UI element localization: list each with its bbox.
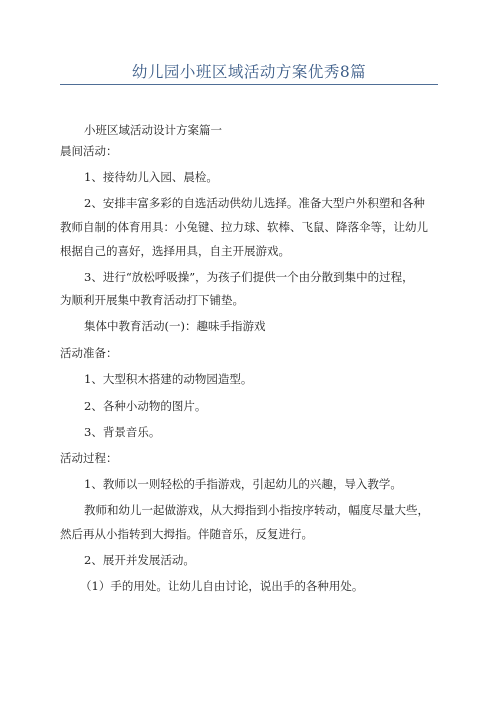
group-activity-title: 集体中教育活动(一)：趣味手指游戏	[84, 319, 266, 333]
process-item-1-detail-line-1: 教师和幼儿一起做游戏，从大拇指到小指按序转动，幅度尽量大些，	[84, 503, 429, 517]
title-underline	[60, 84, 438, 85]
process-item-1: 1、教师以一则轻松的手指游戏，引起幼儿的兴趣，导入教学。	[84, 477, 402, 491]
morning-heading: 晨间活动：	[60, 144, 118, 158]
prep-item-2: 2、各种小动物的图片。	[84, 399, 207, 413]
process-item-2-sub-1: （1）手的用处。让幼儿自由讨论，说出手的各种用处。	[80, 579, 364, 593]
morning-item-2-line-3: 根据自己的喜好，选择用具，自主开展游戏。	[60, 244, 290, 258]
prep-item-1: 1、大型积木搭建的动物园造型。	[84, 372, 253, 386]
process-heading: 活动过程：	[60, 451, 118, 465]
document-title: 幼儿园小班区域活动方案优秀8篇	[131, 63, 367, 81]
prep-heading: 活动准备：	[60, 346, 118, 360]
morning-item-2-line-2: 教师自制的体育用具：小兔键、拉力球、软棒、飞鼠、降落伞等，让幼儿	[60, 220, 428, 234]
morning-item-3-line-1: 3、进行“放松呼吸操”，为孩子们提供一个由分散到集中的过程，	[84, 270, 414, 284]
morning-item-1: 1、接待幼儿入园、晨检。	[84, 170, 218, 184]
section-title: 小班区域活动设计方案篇一	[84, 123, 222, 137]
process-item-1-detail-line-2: 然后再从小指转到大拇指。伴随音乐，反复进行。	[60, 527, 313, 541]
morning-item-2-line-1: 2、安排丰富多彩的自选活动供幼儿选择。准备大型户外积塑和各种	[84, 196, 425, 210]
process-item-2: 2、展开并发展活动。	[84, 553, 195, 567]
prep-item-3: 3、背景音乐。	[84, 425, 161, 439]
morning-item-3-line-2: 为顺利开展集中教育活动打下铺垫。	[60, 293, 244, 307]
